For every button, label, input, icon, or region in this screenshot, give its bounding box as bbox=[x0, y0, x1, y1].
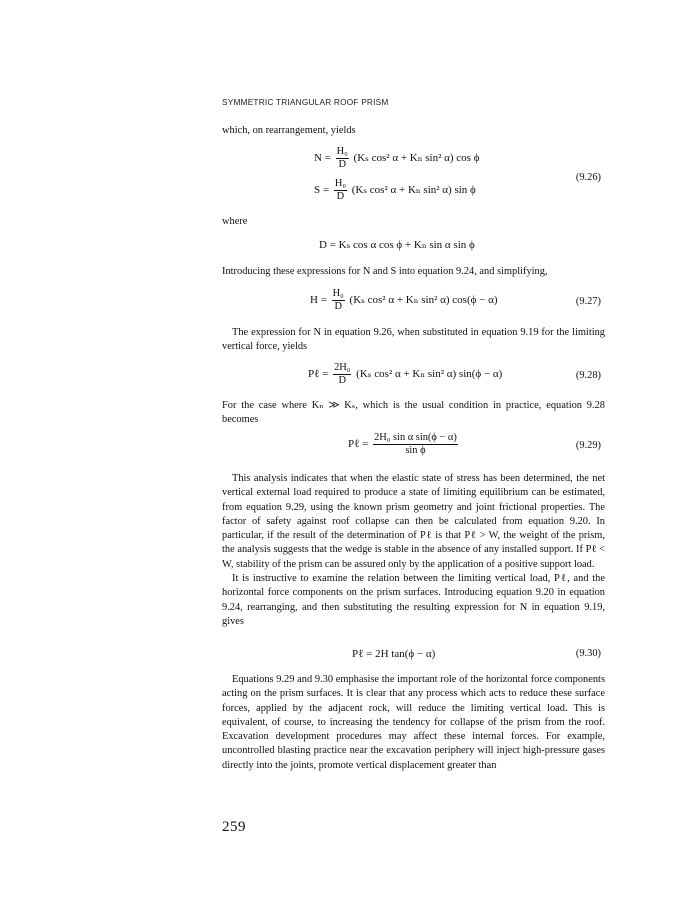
denominator: D bbox=[336, 191, 345, 202]
numerator: H₀ bbox=[332, 288, 344, 299]
paragraph-text: where bbox=[222, 216, 248, 227]
denominator: D bbox=[338, 375, 347, 386]
page-number: 259 bbox=[222, 819, 246, 835]
eq-rhs: (Kₛ cos² α + Kₙ sin² α) cos(ϕ − α) bbox=[349, 294, 498, 307]
eq-rhs: (Kₛ cos² α + Kₙ sin² α) cos ϕ bbox=[353, 152, 480, 165]
equation-9-30 bbox=[222, 648, 605, 666]
equation-number: (9.30) bbox=[575, 648, 601, 659]
denominator: D bbox=[338, 159, 346, 170]
numerator: 2H₀ sin α sin(ϕ − α) bbox=[374, 432, 457, 443]
eq-lhs: S = bbox=[314, 184, 330, 197]
eq-rhs: (Kₛ cos² α + Kₙ sin² α) sin ϕ bbox=[351, 184, 476, 197]
paragraph-4 bbox=[222, 326, 605, 355]
eq-rhs: (Kₛ cos² α + Kₙ sin² α) sin(ϕ − α) bbox=[356, 368, 503, 381]
eq-lhs: Pℓ = bbox=[308, 368, 329, 381]
fraction bbox=[334, 178, 347, 203]
fraction bbox=[336, 146, 349, 171]
equation-N bbox=[314, 146, 674, 171]
numerator: 2H₀ bbox=[334, 362, 351, 373]
equation-number: (9.28) bbox=[575, 370, 601, 381]
numerator: H₀ bbox=[336, 146, 348, 157]
paragraph-text: Equations 9.29 and 9.30 emphasise the important role of the horizontal force components acting on the prism surfaces. It is clear that any process which acts to reduce these surface forces, applied by the adjacent rock, will reduce the limiting vertical load. This is equivalent, of course, to increasing the tendency for collapse of the prism from the roof. Excavation development procedures may affect these internal forces. For example, uncontrolled blasting practice near the excavation periphery will inject high-pressure gases directly into the joints, promote vertical displacement greater than bbox=[222, 674, 605, 771]
paragraph-text: The expression for N in equation 9.26, when substituted in equation 9.19 for the limiting vertical force, yields bbox=[222, 327, 605, 353]
running-header: SYMMETRIC TRIANGULAR ROOF PRISM bbox=[222, 97, 389, 107]
denominator: sin ϕ bbox=[405, 445, 426, 456]
equation-Pl-tan: Pℓ = 2H tan(ϕ − α) bbox=[352, 648, 436, 660]
equation-Pl bbox=[308, 362, 674, 387]
paragraph-3 bbox=[222, 265, 605, 279]
paragraph-text-7: It is instructive to examine the relation between the limiting vertical load, Pℓ, and the horizontal force components on the prism surfaces. Introducing equation 9.20 in equation 9.24, rearranging, and then substituting the resulting expression for N in equation 9.19, gives bbox=[222, 573, 605, 627]
fraction bbox=[332, 288, 345, 313]
fraction bbox=[333, 362, 351, 387]
equation-9-28 bbox=[222, 362, 605, 396]
fraction bbox=[373, 432, 458, 457]
paragraph-8 bbox=[222, 673, 605, 773]
numerator: H₀ bbox=[334, 178, 346, 189]
eq-lhs: Pℓ = bbox=[348, 438, 369, 451]
equation-number: (9.27) bbox=[575, 296, 601, 307]
paragraph-6 bbox=[222, 472, 605, 629]
equation-D-expression: D = Kₛ cos α cos ϕ + Kₙ sin α sin ϕ bbox=[319, 239, 475, 251]
paragraph-text: Introducing these expressions for N and S into equation 9.24, and simplifying, bbox=[222, 266, 548, 277]
eq-lhs: H = bbox=[310, 294, 327, 307]
paragraph-text: For the case where Kₙ ≫ Kₛ, which is the usual condition in practice, equation 9.28 becomes bbox=[222, 400, 605, 426]
equation-Pl-simplified bbox=[348, 432, 674, 457]
equation-number: (9.26) bbox=[575, 172, 601, 183]
equation-H bbox=[310, 288, 674, 313]
paragraph-5 bbox=[222, 399, 605, 428]
paragraph-text: This analysis indicates that when the elastic state of stress has been determined, the net vertical external load required to produce a state of limiting equilibrium can be estimated, from equation 9.29, using the known prism geometry and joint frictional properties. The factor of safety against roof collapse can then be calculated from equation 9.20. In particular, if the result of the determination of Pℓ is that Pℓ > W, the weight of the prism, the analysis suggests that the wedge is stable in the absence of any installed support. If Pℓ < W, stability of the prism can be assured only by the application of a positive support load. bbox=[222, 473, 605, 570]
equation-9-26 bbox=[222, 146, 605, 210]
equation-9-29 bbox=[222, 432, 605, 466]
equation-S bbox=[314, 178, 674, 203]
denominator: D bbox=[334, 301, 342, 312]
equation-9-27 bbox=[222, 288, 605, 322]
eq-lhs: N = bbox=[314, 152, 331, 165]
equation-number: (9.29) bbox=[575, 440, 601, 451]
equation-D bbox=[222, 238, 605, 256]
paragraph-2 bbox=[222, 215, 605, 229]
paragraph-1 bbox=[222, 124, 605, 138]
paragraph-text: which, on rearrangement, yields bbox=[222, 125, 356, 136]
